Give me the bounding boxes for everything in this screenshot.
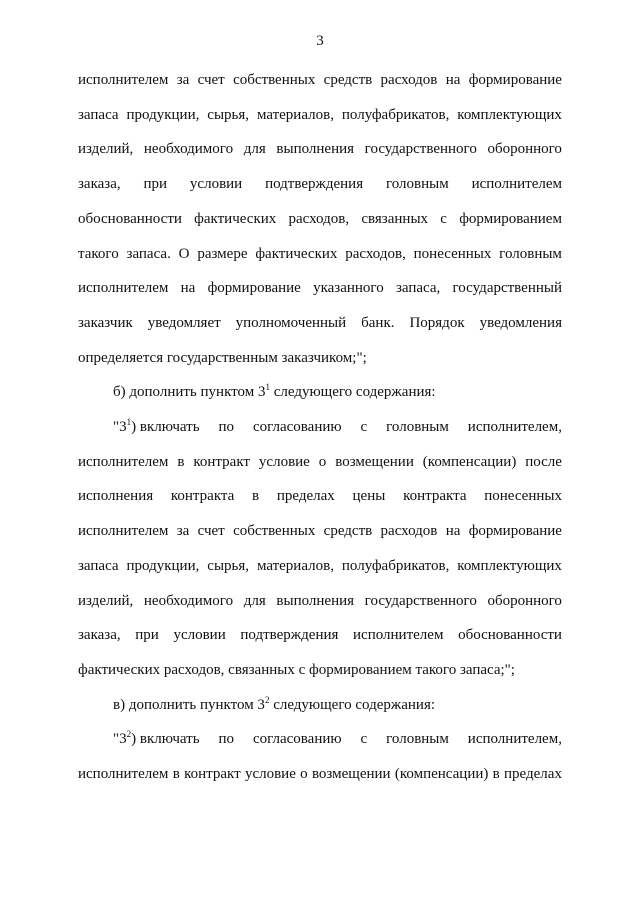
text-line	[113, 695, 435, 715]
word: в	[492, 766, 500, 782]
word: подтверждения	[240, 627, 339, 644]
word: головным	[499, 245, 562, 262]
item-text: б) дополнить пунктом 3	[113, 384, 266, 401]
word: условие	[258, 453, 310, 470]
word: понесенных	[484, 488, 562, 505]
word: на	[445, 523, 461, 540]
word: исполнителем	[471, 176, 562, 193]
word: (компенсации)	[394, 766, 489, 782]
word: О	[178, 245, 190, 262]
word: исполнителем	[78, 453, 169, 470]
text-line	[113, 417, 562, 437]
word: уведомления	[479, 314, 562, 331]
word: головным	[386, 731, 449, 748]
word: цены	[352, 488, 386, 505]
text-line	[78, 556, 562, 576]
word: оборонного	[487, 592, 562, 609]
text-line	[78, 278, 562, 298]
item-text: следующего содержания:	[269, 696, 436, 713]
page-number: 3	[316, 33, 324, 49]
item-text: в) дополнить пунктом 3	[113, 696, 265, 713]
word: с	[360, 731, 368, 748]
word: заказчик	[78, 314, 133, 331]
word: заказа,	[78, 627, 121, 644]
word: расходов	[380, 72, 438, 88]
word: пределах	[504, 766, 562, 782]
word: средств	[323, 523, 373, 540]
word: формирование	[468, 72, 562, 88]
word: для	[243, 141, 266, 158]
word: счет	[197, 72, 225, 88]
word: выполнения	[276, 141, 355, 158]
word: расходов,	[288, 210, 350, 227]
superscript: 2	[264, 694, 270, 705]
word: государственный	[452, 280, 562, 297]
word: полуфабрикатов,	[341, 106, 450, 123]
word: контракта	[170, 488, 235, 505]
text-line	[78, 174, 562, 194]
word: заказа,	[78, 176, 121, 193]
text-line: фактических расходов, связанных с формированием такого запаса;";	[78, 661, 515, 678]
word: подтверждения	[265, 176, 364, 193]
item-text: следующего содержания:	[269, 384, 436, 401]
text-line	[78, 313, 562, 333]
word: запаса.	[126, 245, 171, 262]
text-line	[113, 729, 562, 749]
word: сырья,	[207, 557, 250, 574]
word: продукции,	[126, 106, 200, 123]
word: по	[218, 731, 235, 748]
word: согласованию	[252, 731, 342, 748]
word: исполнителем	[78, 72, 169, 88]
word: государственного	[364, 592, 477, 609]
word: изделий,	[78, 592, 134, 609]
word: пределах	[276, 488, 335, 505]
word: комплектующих	[457, 557, 562, 574]
word: контракт	[184, 766, 241, 782]
word: счет	[197, 523, 225, 540]
quote-start: "$3^2$) включать	[113, 729, 200, 748]
text-line	[78, 486, 562, 506]
text-line	[78, 452, 562, 472]
word: контракта	[403, 488, 467, 505]
quote-start: "$3^1$) включать	[113, 417, 200, 435]
superscript: 1	[265, 382, 270, 393]
word: обоснованности	[78, 210, 182, 227]
word: согласованию	[252, 419, 342, 435]
word: размере	[197, 245, 248, 262]
word: выполнения	[276, 592, 355, 609]
word: в	[177, 453, 185, 470]
text-line	[78, 244, 562, 264]
word: исполнителем	[78, 766, 169, 782]
word: о	[318, 453, 327, 470]
word: банк.	[361, 314, 395, 331]
word: уполномоченный	[235, 314, 347, 331]
word: головным	[386, 419, 449, 435]
word: по	[218, 419, 235, 435]
text-line	[78, 209, 562, 229]
word: связанных	[361, 210, 429, 227]
word: за	[176, 72, 190, 88]
word: головным	[385, 176, 449, 193]
word: такого	[78, 245, 119, 262]
word: комплектующих	[457, 106, 562, 123]
word: исполнителем,	[467, 731, 562, 748]
word: о	[300, 766, 308, 782]
word: исполнителем,	[467, 419, 562, 435]
word: уведомляет	[147, 314, 221, 331]
word: необходимого	[143, 592, 234, 609]
word: сырья,	[207, 106, 250, 123]
word: понесенных	[413, 245, 492, 262]
word: изделий,	[78, 141, 134, 158]
word: необходимого	[143, 141, 234, 158]
word: исполнителем	[78, 523, 169, 540]
text-line: определяется государственным заказчиком;";	[78, 349, 367, 366]
word: исполнителем	[78, 280, 169, 297]
word: контракт	[193, 453, 250, 470]
word: оборонного	[487, 141, 562, 158]
word: условии	[189, 176, 243, 193]
word: формирование	[468, 523, 562, 540]
superscript: 2	[126, 729, 132, 740]
text-line	[78, 105, 562, 125]
word: с	[440, 210, 447, 227]
superscript: 1	[126, 417, 132, 427]
word: фактических	[255, 245, 338, 262]
word: средств	[323, 72, 373, 88]
word: материалов,	[256, 106, 334, 123]
text-line	[78, 764, 562, 784]
text-line	[78, 591, 562, 611]
word: в	[172, 766, 180, 782]
word: для	[243, 592, 266, 609]
word: указанного	[313, 280, 384, 297]
word: исполнителем	[353, 627, 444, 644]
word: собственных	[233, 72, 316, 88]
word: в	[252, 488, 260, 505]
text-line	[78, 521, 562, 541]
word: возмещении	[335, 453, 414, 470]
word: исполнения	[78, 488, 154, 505]
word: (компенсации)	[422, 453, 517, 470]
word: возмещении	[311, 766, 391, 782]
word: на	[180, 280, 196, 297]
word: при	[143, 176, 168, 193]
word: за	[176, 523, 190, 540]
word: собственных	[233, 523, 316, 540]
word: продукции,	[126, 557, 200, 574]
word: формированием	[459, 210, 562, 227]
text-line	[78, 625, 562, 645]
word: запаса	[78, 557, 119, 574]
word: государственного	[364, 141, 477, 158]
word: на	[445, 72, 461, 88]
text-line	[78, 139, 562, 159]
word: условие	[244, 766, 296, 782]
word: формирование	[207, 280, 301, 297]
word: запаса	[78, 106, 119, 123]
word: расходов	[380, 523, 438, 540]
word: расходов,	[345, 245, 406, 262]
word: полуфабрикатов,	[341, 557, 450, 574]
word: с	[360, 419, 368, 435]
text-line	[78, 70, 562, 90]
word: материалов,	[256, 557, 334, 574]
word: после	[525, 453, 562, 470]
word: при	[135, 627, 159, 644]
word: Порядок	[409, 314, 465, 331]
word: запаса,	[395, 280, 441, 297]
word: обоснованности	[458, 627, 562, 644]
word: фактических	[194, 210, 277, 227]
word: условии	[173, 627, 226, 644]
text-line	[113, 382, 436, 402]
